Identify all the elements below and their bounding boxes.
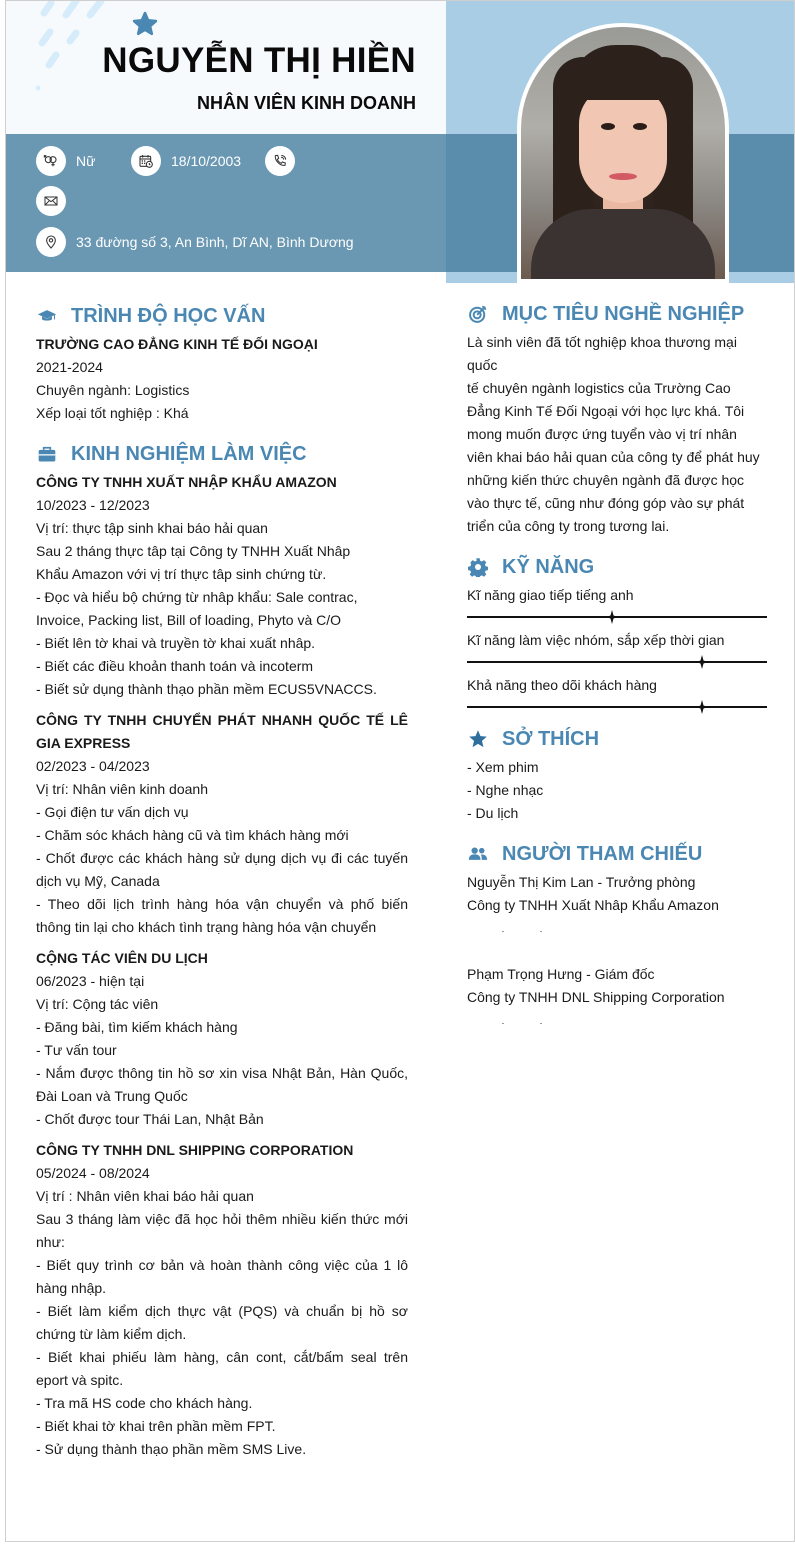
graduation-cap-icon — [36, 305, 58, 327]
education-major: Chuyên ngành: Logistics — [36, 382, 190, 398]
job-detail: - Sử dụng thành thạo phần mềm SMS Live. — [36, 1441, 307, 1457]
skill-level-marker-icon — [696, 655, 708, 669]
hobbies-title: SỞ THÍCH — [502, 727, 600, 750]
users-icon — [467, 843, 489, 865]
education-section — [36, 301, 408, 425]
references-section — [467, 839, 769, 1055]
objective-title: MỤC TIÊU NGHỀ NGHIỆP — [502, 302, 745, 325]
job-detail: Vị trí: Nhân viên kinh doanh — [36, 781, 208, 797]
job-detail: - Biết khai phiếu làm hàng, cân cont, cắt/bấm seal trên eport và spitc. — [36, 1349, 408, 1388]
reference-company: Công ty TNHH Xuất Nhâp Khẩu Amazon — [467, 897, 719, 913]
job-detail: - Biết các điều khoản thanh toán và incoterm — [36, 658, 314, 674]
job-detail: Sau 3 tháng làm việc đã học hỏi thêm nhiều kiến thức mới như: — [36, 1211, 408, 1250]
skill-label: Khả năng theo dõi khách hàng — [467, 677, 657, 693]
education-period: 2021-2024 — [36, 359, 103, 375]
experience-section — [36, 439, 408, 1461]
contact-phone[interactable] — [265, 146, 305, 176]
skills-heading — [467, 552, 769, 582]
birthday-value: 18/10/2003 — [171, 153, 242, 169]
reference-item — [467, 963, 769, 1055]
resume-page — [5, 0, 795, 1542]
job-company: CỘNG TÁC VIÊN DU LỊCH — [36, 950, 208, 966]
skill-item — [467, 674, 769, 708]
contact-address — [36, 227, 354, 257]
job-company: CÔNG TY TNHH XUẤT NHẬP KHẨU AMAZON — [36, 474, 337, 490]
job-detail: - Biết lên tờ khai và truyền tờ khai xuất nhâp. — [36, 635, 316, 651]
job-detail: - Biết làm kiểm dịch thực vật (PQS) và chuẩn bị hồ sơ chứng từ làm kiểm dịch. — [36, 1303, 408, 1342]
skill-label: Kĩ năng làm việc nhóm, sắp xếp thời gian — [467, 632, 725, 648]
objective-text: viên khai báo hải quan của công ty để phát huy — [467, 449, 760, 465]
reference-company: Công ty TNHH DNL Shipping Corporation — [467, 989, 725, 1005]
star-icon — [467, 728, 489, 750]
job-detail: Vị trí: thực tập sinh khai báo hải quan — [36, 520, 268, 536]
job-period: 05/2024 - 08/2024 — [36, 1165, 150, 1181]
skill-bar — [467, 661, 767, 663]
candidate-name: NGUYỄN THỊ HIỀN — [102, 41, 416, 80]
skill-item — [467, 629, 769, 663]
job-detail: - Chăm sóc khách hàng cũ và tìm khách hàng mới — [36, 827, 349, 843]
objective-text: Đẳng Kinh Tế Đối Ngoại với học lực khá. Tôi — [467, 403, 745, 419]
phone-icon — [265, 146, 295, 176]
skill-item — [467, 584, 769, 618]
job-detail: - Biết quy trình cơ bản và hoàn thành công việc của 1 lô hàng nhập. — [36, 1257, 408, 1296]
gender-icon — [36, 146, 66, 176]
job-detail: - Biết khai tờ khai trên phần mềm FPT. — [36, 1418, 276, 1434]
skill-level-marker-icon — [606, 610, 618, 624]
left-column — [36, 301, 408, 1471]
skill-level-marker-icon — [696, 700, 708, 714]
reference-person: Nguyễn Thị Kim Lan - Trưởng phòng — [467, 874, 696, 890]
skills-title: KỸ NĂNG — [502, 555, 595, 578]
objective-text: những kiến thức chuyên ngành đã được học — [467, 472, 745, 488]
objective-text: mong muốn được ứng tuyển vào vị trí nhân — [467, 426, 737, 442]
job-entry — [36, 1139, 408, 1461]
profile-photo — [521, 27, 725, 279]
job-detail: - Theo dõi lịch trình hàng hóa vận chuyển và phố biến thông tin lại cho khách tình trạng hàng hóa vận chuyển — [36, 896, 408, 935]
references-heading — [467, 839, 769, 869]
job-detail: - Đọc và hiểu bộ chứng từ nhâp khẩu: Sale contrac, Invoice, Packing list, Bill of loading, Phyto và C/O — [36, 589, 358, 628]
reference-item — [467, 871, 769, 963]
education-title: TRÌNH ĐỘ HỌC VẤN — [71, 304, 266, 327]
school-name: TRƯỜNG CAO ĐẲNG KINH TẾ ĐỐI NGOẠI — [36, 336, 318, 352]
job-detail: Sau 2 tháng thực tâp tại Công ty TNHH Xuất Nhâp Khẩu Amazon với vị trí thực tâp sinh chứng từ. — [36, 543, 351, 582]
job-period: 06/2023 - hiện tại — [36, 973, 145, 989]
objective-text: Là sinh viên đã tốt nghiệp khoa thương mại quốc — [467, 334, 737, 373]
job-detail: - Chốt được tour Thái Lan, Nhật Bản — [36, 1111, 264, 1127]
job-detail: Vị trí: Cộng tác viên — [36, 996, 159, 1012]
job-detail: - Tư vấn tour — [36, 1042, 117, 1058]
objective-text: tế chuyên ngành logistics của Trường Cao — [467, 380, 731, 396]
briefcase-icon — [36, 443, 58, 465]
address-value: 33 đường số 3, An Bình, Dĩ AN, Bình Dương — [76, 234, 354, 250]
target-icon — [467, 303, 489, 325]
experience-title: KINH NGHIỆM LÀM VIỆC — [71, 442, 307, 465]
job-entry — [36, 471, 408, 701]
job-company: CÔNG TY TNHH DNL SHIPPING CORPORATION — [36, 1142, 354, 1158]
job-detail: - Gọi điện tư vấn dịch vụ — [36, 804, 189, 820]
hobby-item: - Nghe nhạc — [467, 782, 544, 798]
references-title: NGƯỜI THAM CHIẾU — [502, 842, 703, 865]
hobbies-heading — [467, 724, 769, 754]
job-period: 02/2023 - 04/2023 — [36, 758, 150, 774]
contact-email[interactable] — [36, 186, 76, 216]
objective-text: triển của công ty trong tương lai. — [467, 518, 670, 534]
skill-label: Kĩ năng giao tiếp tiếng anh — [467, 587, 634, 603]
job-detail: Vị trí : Nhân viên khai báo hải quan — [36, 1188, 254, 1204]
hobby-item: - Xem phim — [467, 759, 539, 775]
objective-heading — [467, 299, 769, 329]
job-detail: - Tra mã HS code cho khách hàng. — [36, 1395, 253, 1411]
gender-value: Nữ — [76, 153, 96, 169]
candidate-role: NHÂN VIÊN KINH DOANH — [196, 93, 416, 113]
education-heading — [36, 301, 408, 331]
skill-bar — [467, 706, 767, 708]
job-entry — [36, 709, 408, 939]
job-detail: - Nắm được thông tin hồ sơ xin visa Nhật Bản, Hàn Quốc, Đài Loan và Trung Quốc — [36, 1065, 408, 1104]
right-column — [467, 299, 769, 1065]
hobby-item: - Du lịch — [467, 805, 519, 821]
gear-icon — [467, 556, 489, 578]
job-period: 10/2023 - 12/2023 — [36, 497, 150, 513]
skills-section — [467, 552, 769, 708]
job-entry — [36, 947, 408, 1131]
job-company: CÔNG TY TNHH CHUYỂN PHÁT NHANH QUỐC TẾ LÊ GIA EXPRESS — [36, 712, 408, 751]
education-grade: Xếp loại tốt nghiệp : Khá — [36, 405, 189, 421]
skill-bar — [467, 616, 767, 618]
calendar-icon — [131, 146, 161, 176]
experience-heading — [36, 439, 408, 469]
contact-birthday — [131, 146, 241, 176]
reference-person: Phạm Trọng Hưng - Giám đốc — [467, 966, 655, 982]
objective-text: vào thực tế, cũng như đóng góp vào sự phát — [467, 495, 745, 511]
job-detail: - Chốt được các khách hàng sử dụng dịch vụ đi các tuyến dịch vụ Mỹ, Canada — [36, 850, 408, 889]
job-detail: - Biết sử dụng thành thạo phần mềm ECUS5VNACCS. — [36, 681, 377, 697]
objective-section — [467, 299, 769, 538]
star-decoration-icon — [132, 11, 158, 37]
contact-gender — [36, 146, 95, 176]
job-detail: - Đăng bài, tìm kiếm khách hàng — [36, 1019, 238, 1035]
email-icon — [36, 186, 66, 216]
hobbies-section — [467, 724, 769, 825]
location-icon — [36, 227, 66, 257]
